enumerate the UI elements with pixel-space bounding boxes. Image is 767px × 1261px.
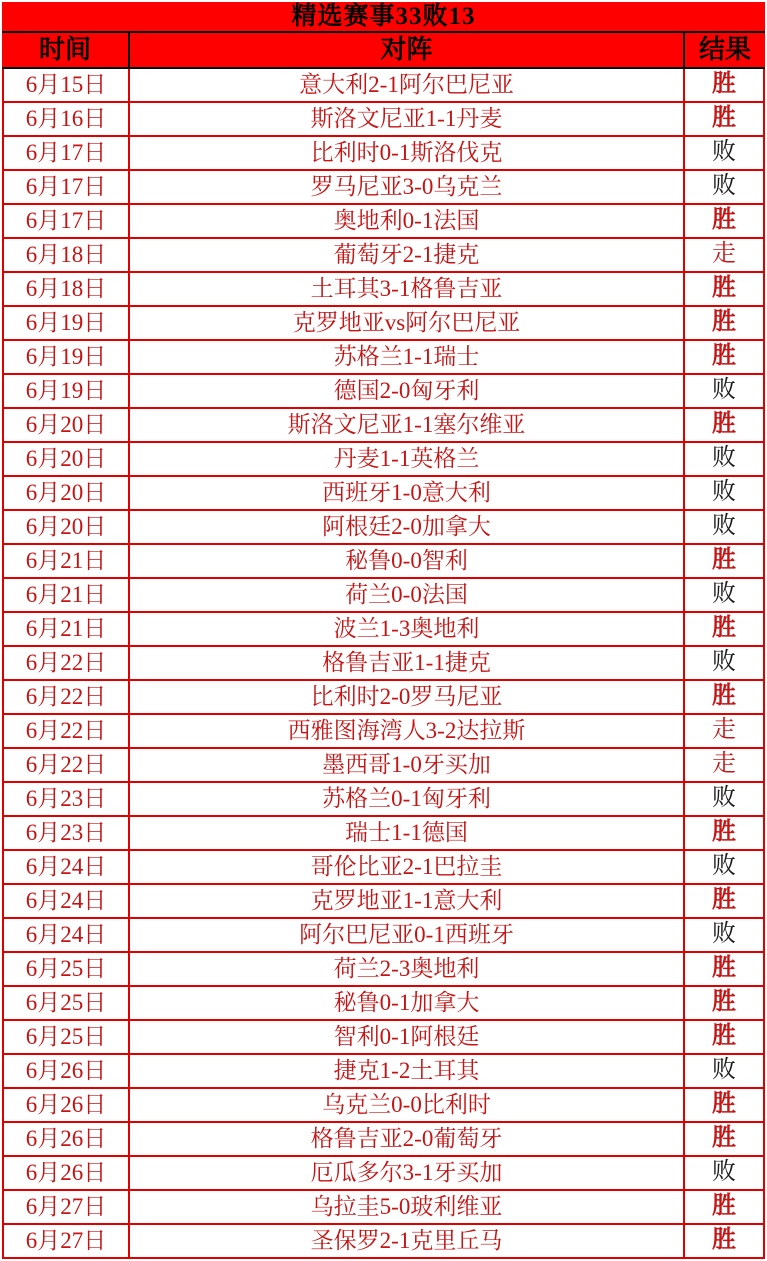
cell-match: 秘鲁0-1加拿大	[128, 987, 683, 1019]
table-row	[2, 987, 765, 1021]
cell-date: 6月21日	[25, 548, 107, 573]
header-result: 结果	[683, 33, 765, 67]
cell-result: 败	[683, 851, 763, 883]
cell-date: 6月20日	[25, 446, 107, 471]
cell-date: 6月18日	[25, 276, 107, 301]
cell-match: 乌拉圭5-0玻利维亚	[128, 1191, 683, 1223]
cell-result: 败	[683, 579, 763, 611]
cell-match: 厄瓜多尔3-1牙买加	[128, 1157, 683, 1189]
cell-match: 阿尔巴尼亚0-1西班牙	[128, 919, 683, 951]
cell-date: 6月23日	[25, 786, 107, 811]
table-row	[2, 307, 765, 341]
cell-match: 意大利2-1阿尔巴尼亚	[128, 69, 683, 101]
cell-date: 6月17日	[25, 174, 107, 199]
cell-date: 6月24日	[25, 854, 107, 879]
cell-result: 胜	[683, 103, 763, 135]
cell-match: 苏格兰0-1匈牙利	[128, 783, 683, 815]
cell-date: 6月18日	[25, 242, 107, 267]
table-title: 精选赛事33败13	[2, 2, 765, 33]
cell-result: 胜	[683, 613, 763, 645]
cell-result: 走	[683, 239, 763, 271]
table-row	[2, 851, 765, 885]
cell-match: 葡萄牙2-1捷克	[128, 239, 683, 271]
cell-match: 荷兰0-0法国	[128, 579, 683, 611]
cell-date: 6月24日	[25, 922, 107, 947]
cell-date: 6月16日	[25, 106, 107, 131]
cell-result: 败	[683, 137, 763, 169]
cell-result: 败	[683, 477, 763, 509]
cell-date: 6月22日	[25, 684, 107, 709]
table-row	[2, 1055, 765, 1089]
table-row	[2, 579, 765, 613]
table-row	[2, 1123, 765, 1157]
table-row	[2, 205, 765, 239]
table-body	[2, 69, 765, 1259]
cell-date: 6月17日	[25, 208, 107, 233]
table-row	[2, 171, 765, 205]
cell-date: 6月26日	[25, 1058, 107, 1083]
cell-result: 胜	[683, 341, 763, 373]
cell-match: 格鲁吉亚1-1捷克	[128, 647, 683, 679]
table-row	[2, 545, 765, 579]
cell-match: 斯洛文尼亚1-1丹麦	[128, 103, 683, 135]
cell-date: 6月26日	[25, 1160, 107, 1185]
table-row	[2, 477, 765, 511]
match-results-table	[2, 2, 765, 1259]
cell-date: 6月17日	[25, 140, 107, 165]
cell-date: 6月19日	[25, 344, 107, 369]
cell-date: 6月20日	[25, 412, 107, 437]
cell-result: 胜	[683, 273, 763, 305]
cell-result: 胜	[683, 953, 763, 985]
table-row	[2, 1157, 765, 1191]
cell-date: 6月19日	[25, 378, 107, 403]
cell-result: 胜	[683, 69, 763, 101]
cell-match: 墨西哥1-0牙买加	[128, 749, 683, 781]
cell-match: 比利时0-1斯洛伐克	[128, 137, 683, 169]
cell-match: 捷克1-2土耳其	[128, 1055, 683, 1087]
cell-date: 6月19日	[25, 310, 107, 335]
cell-match: 克罗地亚1-1意大利	[128, 885, 683, 917]
cell-match: 苏格兰1-1瑞士	[128, 341, 683, 373]
table-row	[2, 1191, 765, 1225]
cell-match: 荷兰2-3奥地利	[128, 953, 683, 985]
cell-result: 败	[683, 919, 763, 951]
cell-match: 瑞士1-1德国	[128, 817, 683, 849]
cell-result: 走	[683, 715, 763, 747]
cell-result: 败	[683, 443, 763, 475]
cell-result: 胜	[683, 817, 763, 849]
cell-match: 乌克兰0-0比利时	[128, 1089, 683, 1121]
cell-date: 6月22日	[25, 650, 107, 675]
table-row	[2, 375, 765, 409]
cell-date: 6月24日	[25, 888, 107, 913]
cell-date: 6月27日	[25, 1194, 107, 1219]
cell-result: 败	[683, 783, 763, 815]
cell-date: 6月15日	[25, 72, 107, 97]
cell-date: 6月20日	[25, 514, 107, 539]
cell-result: 败	[683, 511, 763, 543]
cell-match: 西班牙1-0意大利	[128, 477, 683, 509]
table-row	[2, 1225, 765, 1259]
header-match: 对阵	[128, 33, 683, 67]
cell-result: 败	[683, 1055, 763, 1087]
cell-match: 智利0-1阿根廷	[128, 1021, 683, 1053]
table-row	[2, 443, 765, 477]
table-row	[2, 783, 765, 817]
table-row	[2, 919, 765, 953]
cell-match: 斯洛文尼亚1-1塞尔维亚	[128, 409, 683, 441]
cell-date: 6月25日	[25, 1024, 107, 1049]
table-row	[2, 681, 765, 715]
cell-match: 罗马尼亚3-0乌克兰	[128, 171, 683, 203]
table-row	[2, 885, 765, 919]
cell-match: 比利时2-0罗马尼亚	[128, 681, 683, 713]
cell-result: 胜	[683, 1123, 763, 1155]
cell-result: 胜	[683, 1225, 763, 1257]
table-row	[2, 103, 765, 137]
cell-result: 胜	[683, 1021, 763, 1053]
table-row	[2, 69, 765, 103]
cell-result: 走	[683, 749, 763, 781]
cell-result: 胜	[683, 409, 763, 441]
table-header-row	[2, 33, 765, 69]
table-row	[2, 239, 765, 273]
table-row	[2, 749, 765, 783]
cell-match: 格鲁吉亚2-0葡萄牙	[128, 1123, 683, 1155]
cell-result: 胜	[683, 1191, 763, 1223]
table-row	[2, 273, 765, 307]
cell-result: 胜	[683, 987, 763, 1019]
cell-match: 德国2-0匈牙利	[128, 375, 683, 407]
cell-match: 阿根廷2-0加拿大	[128, 511, 683, 543]
cell-match: 秘鲁0-0智利	[128, 545, 683, 577]
cell-date: 6月22日	[25, 718, 107, 743]
cell-result: 胜	[683, 545, 763, 577]
table-row	[2, 409, 765, 443]
cell-result: 胜	[683, 1089, 763, 1121]
table-row	[2, 137, 765, 171]
cell-result: 败	[683, 171, 763, 203]
cell-date: 6月27日	[25, 1228, 107, 1253]
cell-result: 胜	[683, 885, 763, 917]
table-row	[2, 953, 765, 987]
cell-match: 波兰1-3奥地利	[128, 613, 683, 645]
table-row	[2, 1021, 765, 1055]
table-row	[2, 1089, 765, 1123]
cell-date: 6月23日	[25, 820, 107, 845]
cell-date: 6月26日	[25, 1126, 107, 1151]
table-row	[2, 647, 765, 681]
cell-match: 土耳其3-1格鲁吉亚	[128, 273, 683, 305]
cell-match: 丹麦1-1英格兰	[128, 443, 683, 475]
cell-date: 6月26日	[25, 1092, 107, 1117]
cell-date: 6月21日	[25, 616, 107, 641]
table-row	[2, 613, 765, 647]
cell-match: 克罗地亚vs阿尔巴尼亚	[128, 307, 683, 339]
cell-date: 6月22日	[25, 752, 107, 777]
table-row	[2, 817, 765, 851]
cell-match: 西雅图海湾人3-2达拉斯	[128, 715, 683, 747]
header-time: 时间	[38, 35, 91, 64]
table-row	[2, 715, 765, 749]
cell-result: 胜	[683, 681, 763, 713]
cell-match: 圣保罗2-1克里丘马	[128, 1225, 683, 1257]
cell-date: 6月25日	[25, 990, 107, 1015]
cell-result: 胜	[683, 205, 763, 237]
cell-result: 败	[683, 1157, 763, 1189]
cell-date: 6月20日	[25, 480, 107, 505]
cell-result: 胜	[683, 307, 763, 339]
cell-result: 败	[683, 375, 763, 407]
cell-result: 败	[683, 647, 763, 679]
table-row	[2, 341, 765, 375]
cell-match: 奥地利0-1法国	[128, 205, 683, 237]
cell-match: 哥伦比亚2-1巴拉圭	[128, 851, 683, 883]
table-row	[2, 511, 765, 545]
cell-date: 6月25日	[25, 956, 107, 981]
cell-date: 6月21日	[25, 582, 107, 607]
